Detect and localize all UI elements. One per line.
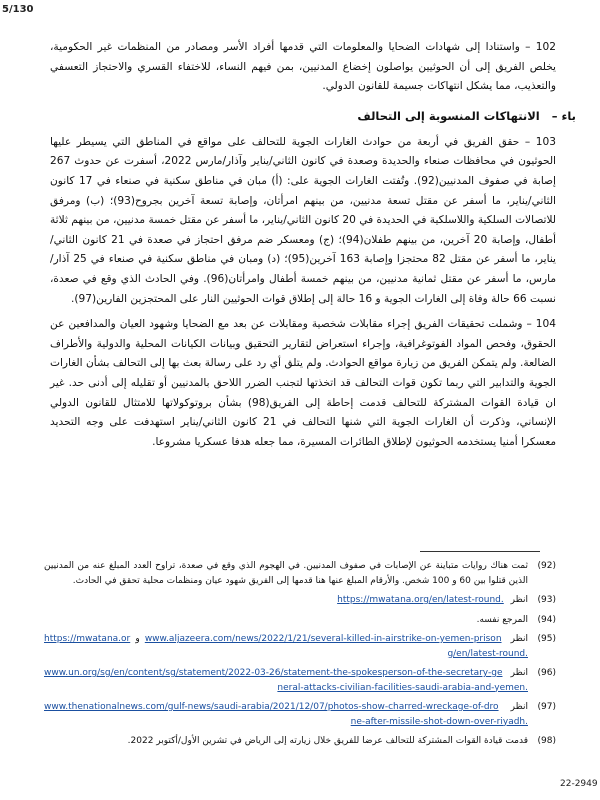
footnote-link[interactable]: https://mwatana.org/en/latest-round.: [337, 595, 504, 605]
footnote-link[interactable]: www.thenationalnews.com/gulf-news/saudi-arabia/2021/12/07/photos-show-charred-wreckage-of-drone-after-missile-shot-down-over-riyadh.: [44, 702, 528, 727]
footnote-label: انظر: [510, 595, 528, 605]
section-letter: باء –: [551, 108, 576, 123]
footnote-conjunction: و: [135, 634, 140, 644]
footnote-number: (96): [537, 668, 556, 678]
footnote-text: المرجع نفسه.: [476, 614, 528, 625]
footnote-number: (98): [537, 736, 556, 746]
paragraph-102: 102 – واستنادا إلى شهادات الضحايا والمعلومات التي قدمها أفراد الأسر ومصادر من المنظمات غير الحكومية، يخلص الفريق إلى أن الحوثيين يواصلون إخضاع المدنيين، بمن فيهم النساء، للاختفاء القسري والاحتجاز التعسفي والتعذيب، مما يشكل انتهاكات جسيمة للقانون الدولي.: [50, 41, 556, 93]
footnote-98: [44, 734, 556, 749]
section-heading: [50, 109, 576, 123]
paragraph-104: 104 – وشملت تحقيقات الفريق إجراء مقابلات شخصية ومقابلات عن بعد مع الضحايا وشهود العيان والمدافعين عن الحقوق، وفحص المواد الفوتوغرافية، وإجراء استعراض لتقارير التحقيق وبيانات الكيانات المحلية والدولية والأطراف الضالعة. ولم يتمكن الفريق من زيارة مواقع الحوادث. ولم يتلق أي رد على رسالة بعث بها إلى التحالف بشأن الغارات الجوية والتدابير التي ربما تكون قوات التحالف قد اتخذتها لتجنب الضرر اللاحق بالمدنيين أو تقليله إلى أدنى حد. غير ان قيادة القوات المشتركة للتحالف قدمت إحاطة إلى الفريق(98) بشأن بروتوكولاتها للامتثال للقانون الدولي الإنساني، وذكرت أن الغارات الجوية التي شنها التحالف في 21 كانون الثاني/يناير استهدفت على وجه التحديد معسكرا أمنيا يستخدمه الحوثيون لإطلاق الطائرات المسيرة، مما جعله هدفا عسكريا مشروعا.: [50, 318, 556, 448]
footnote-94: [44, 613, 556, 628]
footnote-number: (92): [537, 561, 556, 571]
footnote-number: (95): [537, 634, 556, 644]
footnote-number: (97): [537, 702, 556, 712]
footnotes: [44, 559, 556, 754]
page-number: 5/130: [2, 4, 34, 15]
document-code: 22-2949: [560, 779, 598, 789]
footnote-text: ثمت هناك روايات متباينة عن الإصابات في صفوف المدنيين. في الهجوم الذي وقع في صعدة، تراوح العدد المبلغ عنه من المدنيين الذين قتلوا بين 60 و 100 شخص. والأرقام المبلغ عنها هنا قدمها إلى الفريق شهود عيان ومنظمات محلية تحقق في الحادث.: [44, 561, 528, 586]
footnote-92: [44, 559, 556, 588]
footnote-label: انظر: [510, 702, 528, 712]
footnote-number: (93): [537, 595, 556, 605]
footnote-number: (94): [537, 614, 556, 625]
section-title: الانتهاكات المنسوبة إلى التحالف: [357, 108, 540, 123]
footnote-link[interactable]: www.aljazeera.com/news/2022/1/21/several-killed-in-airstrike-on-yemen-prison: [144, 634, 502, 644]
footnote-93: [44, 593, 556, 608]
footnote-97: [44, 700, 556, 729]
footnote-label: انظر: [510, 634, 528, 644]
footnote-label: انظر: [510, 668, 528, 678]
footnote-text: قدمت قيادة القوات المشتركة للتحالف عرضا للفريق خلال زيارته إلى الرياض في تشرين الأول/أكتوبر 2022.: [127, 736, 528, 746]
main-text: [50, 38, 576, 458]
footnote-separator: [420, 551, 540, 552]
footnote-link[interactable]: www.un.org/sg/en/content/sg/statement/2022-03-26/statement-the-spokesperson-of-the-secretary-general-attacks-civilian-facilities-saudi-arabia-and-yemen.: [44, 668, 528, 693]
paragraph-103: 103 – حقق الفريق في أربعة من حوادث الغارات الجوية للتحالف على مواقع في المناطق التي يسيطر عليها الحوثيون في محافظات صنعاء والحديدة وصعدة في كانون الثاني/يناير وآذار/مارس 2022، أسفرت عن حدوث 267 إصابة في صفوف المدنيين(92). وتُفتت الغارات الجوية على: (أ) مبان في مناطق سكنية في صنعاء في 17 كانون الثاني/يناير، ما أسفر عن مقتل تسعة مدنيين، من بينهم امرأتان، وإصابة تسعة آخرين بجروح(93)؛ (ب) ومرفق للاتصالات السلكية واللاسلكية في الحديدة في 20 كانون الثاني/يناير، ما أسفر عن مقتل خمسة مدنيين، من بينهم ثلاثة أطفال، وإصابة 20 آخرين، من بينهم طفلان(94)؛ (ج) ومعسكر ضم مرفق احتجاز في صعدة في 21 كانون الثاني/يناير، ما أسفر عن مقتل 82 محتجزا وإصابة 163 آخرين(95)؛ (د) ومبان في مناطق سكنية في صنعاء في 25 آذار/مارس، ما أسفر عن مقتل ثمانية مدنيين، من بينهم خمسة أطفال وامرأتان(96). وفي الحادث الذي وقع في صعدة، نسبت 66 حالة وفاة إلى الغارات الجوية و 16 حالة إلى إطلاق قوات الحوثيين النار على المحتجزين الفارين(97).: [50, 135, 557, 305]
footnote-95: [44, 632, 556, 661]
footnote-96: [44, 666, 556, 695]
footnote-link-secondary[interactable]: https://mwatana.org/en/latest-round.: [44, 634, 528, 659]
